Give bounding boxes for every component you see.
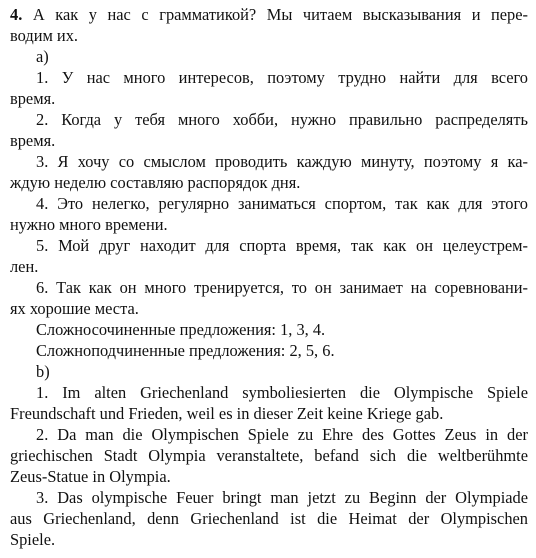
section-a-line: 5. Мой друг находит для спорта время, так как он целеустрем- xyxy=(36,236,528,255)
section-b-line: Spiele. xyxy=(10,530,56,549)
section-a-line: 2. Когда у тебя много хобби, нужно правильно распределять xyxy=(36,110,528,129)
section-b-line: Zeus-Statue in Olympia. xyxy=(10,467,171,486)
section-a-line: 4. Это нелегко, регулярно заниматься спортом, так как для этого xyxy=(36,194,528,213)
section-a-line: лен. xyxy=(10,257,39,276)
section-b-line: 3. Das olympische Feuer bringt man jetzt zu Beginn der Olympiade xyxy=(36,488,528,507)
section-a-line: время. xyxy=(10,131,56,150)
section-a-line: 1. У нас много интересов, поэтому трудно найти для всего xyxy=(36,68,528,87)
task-heading-line-1 xyxy=(10,5,528,25)
section-b-line: aus Griechenland, denn Griechenland ist die Heimat der Olympischen xyxy=(10,509,528,528)
task-heading-text: А как у нас с грамматикой? Мы читаем высказывания и пере- xyxy=(32,5,528,24)
section-b-line: griechischen Stadt Olympia veranstaltete, befand sich die weltberühmte xyxy=(10,446,528,465)
subordinate-sentences-answer: Сложноподчиненные предложения: 2, 5, 6. xyxy=(36,341,335,360)
task-heading-line-2: водим их. xyxy=(10,26,78,45)
coordinate-sentences-answer: Сложносочиненные предложения: 1, 3, 4. xyxy=(36,320,326,339)
section-b-line: 2. Da man die Olympischen Spiele zu Ehre des Gottes Zeus in der xyxy=(36,425,528,444)
section-b-line: 1. Im alten Griechenland symboliesierten die Olympische Spiele xyxy=(36,383,528,402)
section-b-label: b) xyxy=(36,362,50,381)
section-a-line: ях хорошие места. xyxy=(10,299,139,318)
section-a-line: время. xyxy=(10,89,56,108)
section-b-line: Freundschaft und Frieden, weil es in dieser Zeit keine Kriege gab. xyxy=(10,404,444,423)
section-a-line: 6. Так как он много тренируется, то он занимает на соревновани- xyxy=(36,278,528,297)
section-a-line: 3. Я хочу со смыслом проводить каждую минуту, поэтому я ка- xyxy=(36,152,528,171)
section-a-label: а) xyxy=(36,47,49,66)
task-number: 4. xyxy=(10,5,23,24)
section-a-line: ждую неделю составляю распорядок дня. xyxy=(10,173,301,192)
section-a-line: нужно много времени. xyxy=(10,215,168,234)
